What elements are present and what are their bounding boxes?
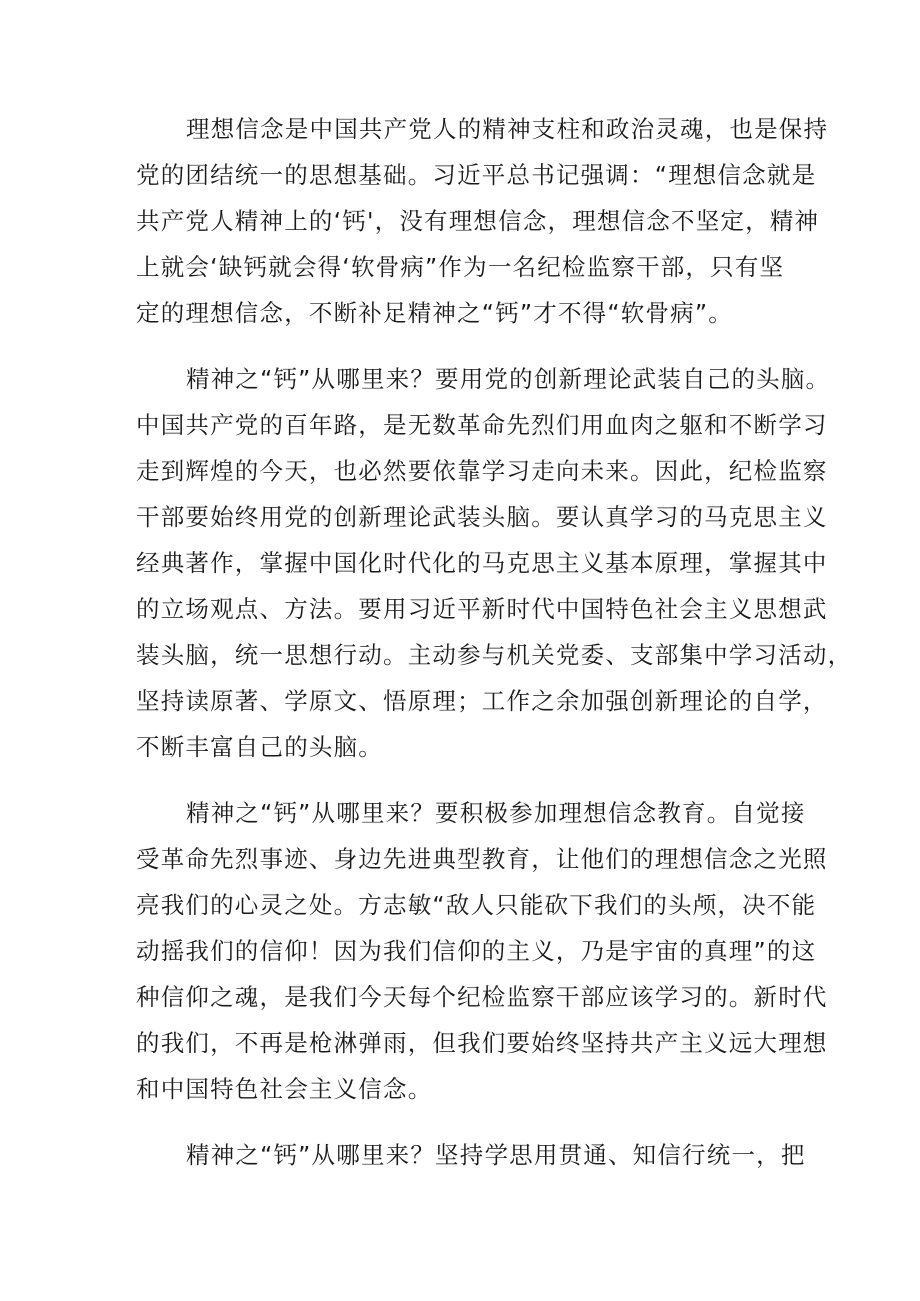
text-line: 理想信念是中国共产党人的精神支柱和政治灵魂，也是保持 bbox=[186, 115, 829, 143]
document-body bbox=[136, 106, 853, 1178]
text-line: 中国共产党的百年路，是无数革命先烈们用血肉之躯和不断学习 bbox=[136, 411, 828, 439]
paragraph-1 bbox=[136, 106, 829, 336]
text-line: 不断丰富自己的头脑。 bbox=[136, 733, 383, 761]
text-line: 种信仰之魂，是我们今天每个纪检监察干部应该学习的。新时代 bbox=[136, 983, 828, 1011]
text-line: 经典著作，掌握中国化时代化的马克思主义基本原理，掌握其中 bbox=[136, 549, 828, 577]
text-line: 精神之“钙”从哪里来？要积极参加理想信念教育。自觉接 bbox=[186, 799, 806, 827]
text-line: 精神之“钙”从哪里来？坚持学思用贯通、知信行统一，把 bbox=[186, 1141, 806, 1169]
text-line: 上就会‘缺钙就会得‘软骨病”作为一名纪检监察干部，只有坚 bbox=[136, 253, 785, 281]
text-line: 和中国特色社会主义信念。 bbox=[136, 1075, 433, 1103]
text-line: 定的理想信念，不断补足精神之“钙”才不得“软骨病”。 bbox=[136, 299, 733, 327]
text-line: 亮我们的心灵之处。方志敏“敌人只能砍下我们的头颅，决不能 bbox=[136, 891, 817, 919]
text-line: 装头脑，统一思想行动。主动参与机关党委、支部集中学习活动， bbox=[136, 641, 853, 669]
text-line: 精神之“钙”从哪里来？要用党的创新理论武装自己的头脑。 bbox=[186, 365, 831, 393]
text-line: 的我们，不再是枪淋弹雨，但我们要始终坚持共产主义远大理想 bbox=[136, 1029, 828, 1057]
paragraph-3 bbox=[136, 790, 828, 1112]
text-line: 党的团结统一的思想基础。习近平总书记强调：“理想信念就是 bbox=[136, 161, 817, 189]
text-line: 坚持读原著、学原文、悟原理；工作之余加强创新理论的自学， bbox=[136, 687, 828, 715]
paragraph-2 bbox=[136, 356, 853, 770]
paragraph-spacer bbox=[136, 770, 796, 790]
paragraph-spacer bbox=[136, 1112, 796, 1132]
text-line: 干部要始终用党的创新理论武装头脑。要认真学习的马克思主义 bbox=[136, 503, 828, 531]
paragraph-spacer bbox=[136, 336, 796, 356]
text-line: 走到辉煌的今天，也必然要依靠学习走向未来。因此，纪检监察 bbox=[136, 457, 828, 485]
text-line: 共产党人精神上的‘钙'，没有理想信念，理想信念不坚定，精神 bbox=[136, 207, 820, 235]
text-line: 的立场观点、方法。要用习近平新时代中国特色社会主义思想武 bbox=[136, 595, 828, 623]
paragraph-4 bbox=[136, 1132, 806, 1178]
text-line: 受革命先烈事迹、身边先进典型教育，让他们的理想信念之光照 bbox=[136, 845, 828, 873]
text-line: 动摇我们的信仰！因为我们信仰的主义，乃是宇宙的真理”的这 bbox=[136, 937, 817, 965]
